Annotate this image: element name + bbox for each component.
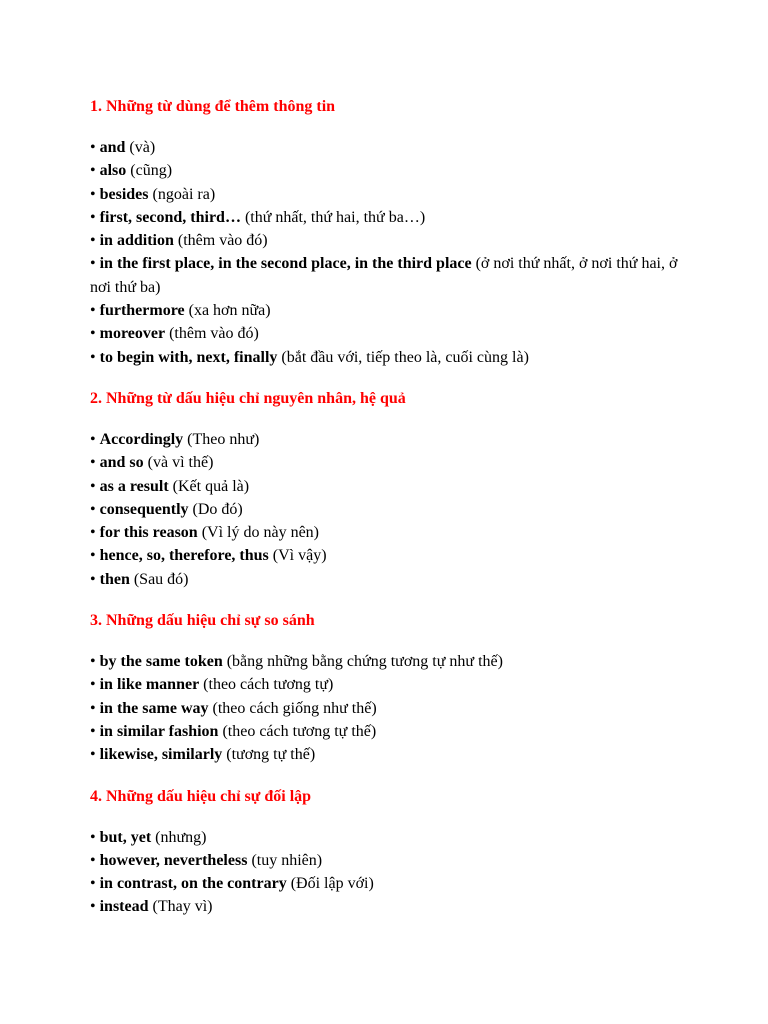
bullet-icon: • xyxy=(90,570,96,588)
section-heading: 3. Những dấu hiệu chỉ sự so sánh xyxy=(90,612,315,630)
term-text: hence, so, therefore, thus xyxy=(99,547,269,565)
bullet-icon: • xyxy=(90,547,96,565)
meaning-text: (ngoài ra) xyxy=(152,185,216,203)
term-text: in like manner xyxy=(99,676,200,694)
term-text: consequently xyxy=(99,500,189,518)
list-item xyxy=(90,720,678,743)
meaning-text: (Theo như) xyxy=(187,430,260,448)
bullet-icon: • xyxy=(90,454,96,472)
list-item xyxy=(90,872,678,895)
bullet-icon: • xyxy=(90,500,96,518)
list-item xyxy=(90,183,678,206)
meaning-text: (Do đó) xyxy=(192,500,243,518)
meaning-text: (xa hơn nữa) xyxy=(188,302,271,320)
list-item xyxy=(90,136,678,159)
list-item xyxy=(90,252,678,299)
meaning-text: (cũng) xyxy=(130,162,173,180)
meaning-text: (theo cách tương tự thế) xyxy=(222,722,377,740)
list-item xyxy=(90,346,678,369)
list-item xyxy=(90,849,678,872)
meaning-text: (thứ nhất, thứ hai, thứ ba…) xyxy=(244,208,426,226)
bullet-icon: • xyxy=(90,898,96,916)
term-list xyxy=(90,136,678,369)
bullet-icon: • xyxy=(90,139,96,156)
bullet-icon: • xyxy=(90,255,96,273)
bullet-icon: • xyxy=(90,430,96,448)
bullet-icon: • xyxy=(90,653,96,671)
term-text: furthermore xyxy=(99,302,185,320)
section-1 xyxy=(90,95,678,369)
section-2 xyxy=(90,387,678,591)
meaning-text: (bằng những bằng chứng tương tự như thế) xyxy=(226,653,503,671)
term-text: instead xyxy=(99,898,149,916)
meaning-text: (Vì lý do này nên) xyxy=(201,524,319,542)
bullet-icon: • xyxy=(90,722,96,740)
bullet-icon: • xyxy=(90,325,96,343)
meaning-text: (theo cách giống như thế) xyxy=(212,699,377,717)
list-item xyxy=(90,498,678,521)
term-list xyxy=(90,826,678,919)
list-item xyxy=(90,322,678,345)
list-item xyxy=(90,895,678,918)
list-item xyxy=(90,544,678,567)
term-text: to begin with, next, finally xyxy=(99,348,278,366)
bullet-icon: • xyxy=(90,676,96,694)
bullet-icon: • xyxy=(90,208,96,226)
bullet-icon: • xyxy=(90,302,96,320)
bullet-icon: • xyxy=(90,185,96,203)
term-text: in similar fashion xyxy=(99,722,219,740)
term-list xyxy=(90,428,678,591)
list-item xyxy=(90,299,678,322)
term-text: then xyxy=(99,570,130,588)
term-text: likewise, similarly xyxy=(99,746,223,764)
term-text: also xyxy=(99,162,127,180)
meaning-text: (tuy nhiên) xyxy=(251,851,323,869)
section-heading: 4. Những dấu hiệu chỉ sự đối lập xyxy=(90,787,312,805)
list-item xyxy=(90,428,678,451)
term-text: and xyxy=(99,139,126,156)
meaning-text: (Đối lập với) xyxy=(290,875,374,893)
term-text: by the same token xyxy=(99,653,223,671)
term-text: besides xyxy=(99,185,149,203)
meaning-text: (bắt đầu với, tiếp theo là, cuối cùng là) xyxy=(281,348,529,366)
list-item xyxy=(90,568,678,591)
term-text: however, nevertheless xyxy=(99,851,248,869)
meaning-text: (thêm vào đó) xyxy=(169,325,259,343)
bullet-icon: • xyxy=(90,524,96,542)
meaning-text: (Kết quả là) xyxy=(172,477,250,495)
meaning-text: (và vì thế) xyxy=(147,454,214,472)
list-item xyxy=(90,206,678,229)
meaning-text: (Thay vì) xyxy=(152,898,213,916)
section-4 xyxy=(90,785,678,919)
section-3 xyxy=(90,609,678,766)
bullet-icon: • xyxy=(90,828,96,846)
term-text: but, yet xyxy=(99,828,152,846)
bullet-icon: • xyxy=(90,851,96,869)
list-item xyxy=(90,697,678,720)
list-item xyxy=(90,743,678,766)
term-text: moreover xyxy=(99,325,166,343)
term-text: as a result xyxy=(99,477,169,495)
term-text: in the same way xyxy=(99,699,209,717)
bullet-icon: • xyxy=(90,348,96,366)
bullet-icon: • xyxy=(90,162,96,180)
meaning-text: (Vì vậy) xyxy=(272,547,327,565)
term-text: and so xyxy=(99,454,144,472)
meaning-text: (nhưng) xyxy=(155,828,207,846)
term-text: in contrast, on the contrary xyxy=(99,875,287,893)
bullet-icon: • xyxy=(90,875,96,893)
meaning-text: (Sau đó) xyxy=(133,570,189,588)
list-item xyxy=(90,521,678,544)
term-text: Accordingly xyxy=(99,430,184,448)
meaning-text: (và) xyxy=(129,139,156,156)
list-item xyxy=(90,159,678,182)
term-text: first, second, third… xyxy=(99,208,241,226)
bullet-icon: • xyxy=(90,232,96,250)
meaning-text: (theo cách tương tự) xyxy=(203,676,334,694)
term-text: for this reason xyxy=(99,524,198,542)
bullet-icon: • xyxy=(90,746,96,764)
section-heading: 2. Những từ dấu hiệu chỉ nguyên nhân, hệ quả xyxy=(90,389,406,407)
term-text: in addition xyxy=(99,232,174,250)
meaning-text: (tương tự thế) xyxy=(226,746,316,764)
list-item xyxy=(90,650,678,673)
bullet-icon: • xyxy=(90,477,96,495)
bullet-icon: • xyxy=(90,699,96,717)
section-heading: 1. Những từ dùng để thêm thông tin xyxy=(90,98,336,115)
list-item xyxy=(90,826,678,849)
term-text: in the first place, in the second place, in the third place xyxy=(99,255,472,273)
meaning-text: (thêm vào đó) xyxy=(177,232,268,250)
term-list xyxy=(90,650,678,766)
list-item xyxy=(90,475,678,498)
list-item xyxy=(90,673,678,696)
list-item xyxy=(90,451,678,474)
meaning-text: (ở nơi thứ nhất, ở nơi thứ hai, ở nơi thứ ba) xyxy=(90,255,678,296)
list-item xyxy=(90,229,678,252)
